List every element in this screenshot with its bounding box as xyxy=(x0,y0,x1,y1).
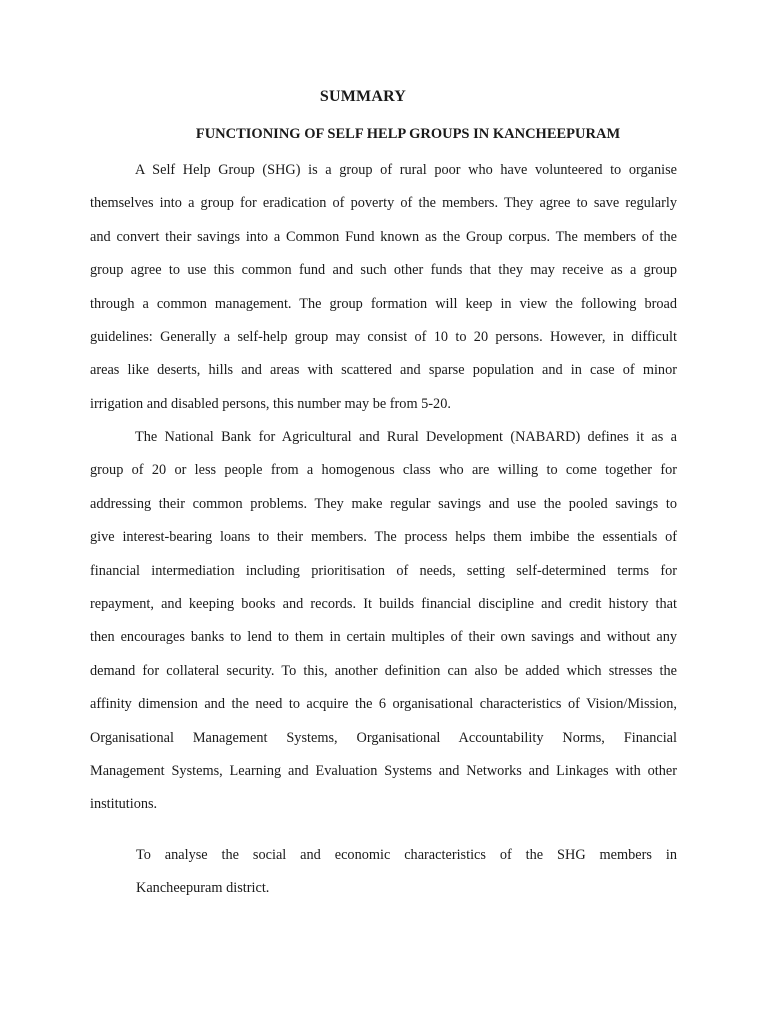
text-line: repayment, and keeping books and records. It builds financial discipline and credit history that xyxy=(90,595,677,612)
text-line: through a common management. The group formation will keep in view the following broad xyxy=(90,295,677,312)
text-line: and convert their savings into a Common Fund known as the Group corpus. The members of the xyxy=(90,228,677,245)
text-line: guidelines: Generally a self-help group may consist of 10 to 20 persons. However, in difficult xyxy=(90,328,677,345)
text-line: group of 20 or less people from a homogenous class who are willing to come together for xyxy=(90,462,677,479)
text-line: give interest-bearing loans to their members. The process helps them imbibe the essentials of xyxy=(90,529,677,546)
page-title: SUMMARY xyxy=(319,88,407,105)
text-line: group agree to use this common fund and such other funds that they may receive as a group xyxy=(90,262,677,279)
text-line: themselves into a group for eradication of poverty of the members. They agree to save regularly xyxy=(90,195,677,212)
page-subtitle: FUNCTIONING OF SELF HELP GROUPS IN KANCHEEPURAM xyxy=(195,126,621,142)
text-line: The National Bank for Agricultural and Rural Development (NABARD) defines it as a xyxy=(135,429,677,445)
text-line: Management Systems, Learning and Evaluation Systems and Networks and Linkages with other xyxy=(90,762,677,779)
text-line: financial intermediation including prioritisation of needs, setting self-determined terms for xyxy=(90,562,677,579)
text-line: then encourages banks to lend to them in certain multiples of their own savings and without any xyxy=(90,629,677,646)
paragraph-nabard-definition xyxy=(90,421,677,822)
text-line: irrigation and disabled persons, this number may be from 5-20. xyxy=(90,395,451,412)
text-line: demand for collateral security. To this, another definition can also be added which stresses the xyxy=(90,662,677,679)
text-line: areas like deserts, hills and areas with scattered and sparse population and in case of minor xyxy=(90,362,677,379)
text-line: affinity dimension and the need to acquire the 6 organisational characteristics of Vision/Mission, xyxy=(90,696,677,713)
text-line: A Self Help Group (SHG) is a group of rural poor who have volunteered to organise xyxy=(135,162,677,178)
text-line: Kancheepuram district. xyxy=(136,880,270,897)
paragraph-shg-definition xyxy=(90,154,677,421)
text-line: institutions. xyxy=(90,796,158,813)
text-line: addressing their common problems. They make regular savings and use the pooled savings to xyxy=(90,495,677,512)
text-line: Organisational Management Systems, Organisational Accountability Norms, Financial xyxy=(90,729,677,746)
text-line: To analyse the social and economic characteristics of the SHG members in xyxy=(136,847,677,863)
paragraph-objective xyxy=(136,839,677,906)
